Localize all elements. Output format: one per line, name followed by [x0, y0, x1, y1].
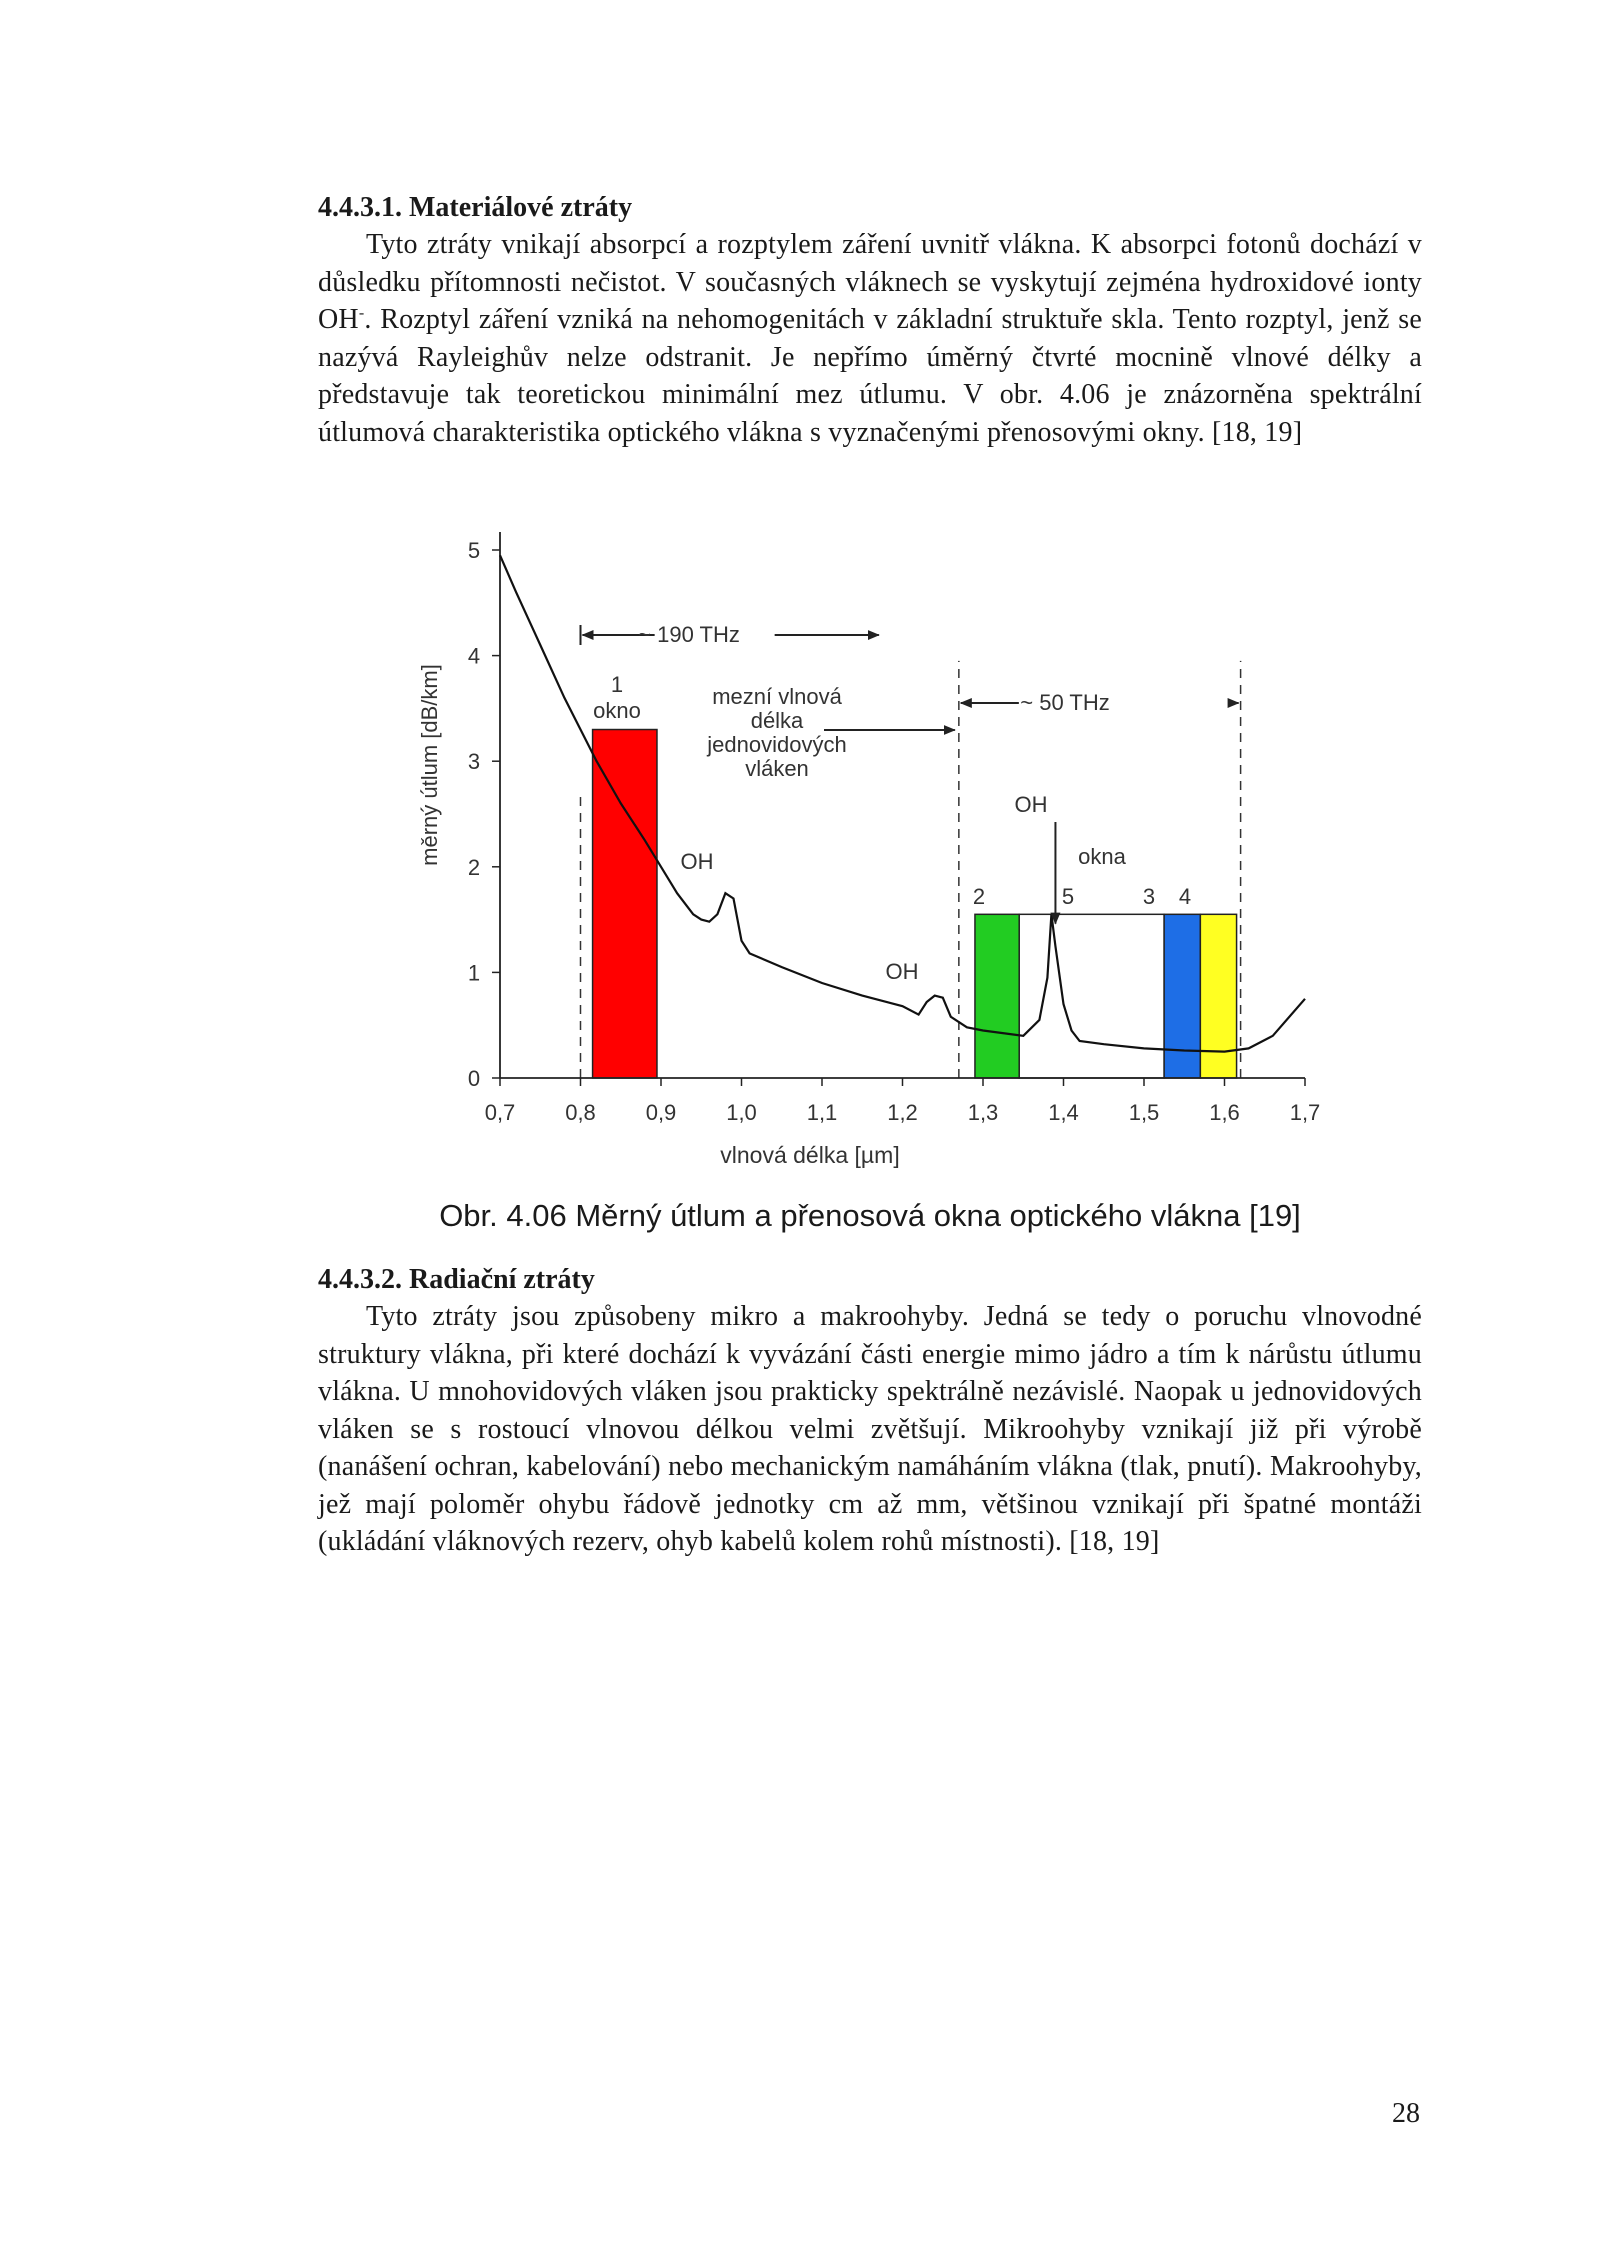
label-cutoff-line4: vláken [745, 756, 809, 781]
label-190-thz: ~ 190 THz [638, 622, 740, 647]
label-window5: 5 [1061, 884, 1075, 909]
x-tick-label: 0,8 [565, 1100, 596, 1125]
annotations [581, 625, 1239, 924]
x-tick-label: 1,5 [1128, 1100, 1160, 1125]
paragraph-text-part1: Tyto ztráty vnikají absorpcí a rozptylem záření uvnitř vlákna. K absorpci fotonů dochází v důsledku přítomnosti nečistot. V současných vláknech se vyskytují zejména hydroxidové ionty OH [318, 229, 1422, 335]
y-tick-label: 4 [467, 643, 481, 669]
x-tick-label: 0,7 [484, 1100, 516, 1125]
section-heading: 4.4.3.1. Materiálové ztráty [318, 192, 633, 223]
window-5-rect [1019, 914, 1164, 1078]
section-paragraph [318, 226, 1422, 451]
x-tick-label: 1,4 [1048, 1100, 1079, 1125]
label-window1-number: 1 [610, 672, 624, 697]
section-paragraph: Tyto ztráty jsou způsobeny mikro a makroohyby. Jedná se tedy o poruchu vlnovodné struktury vlákna, při které dochází k vyvázání části energie mimo jádro a tím k nárůstu útlumu vlákna. U mnohovidových vláken jsou prakticky spektrálně nezávislé. Naopak u jednovidových vláken se s rostoucí vlnovou délkou velmi zvětšují. Mikroohyby vznikají již při výrobě (nanášení ochran, kabelování) nebo mechanickým namáháním vlákna (tlak, pnutí). Makroohyby, jež mají poloměr ohybu řádově jednotky cm až mm, většinou vznikají při špatné montáži (ukládání vláknových rezerv, ohyb kabelů kolem rohů místnosti). [18, 19] [318, 1301, 1422, 1557]
superscript-minus: - [358, 304, 365, 322]
x-tick-label: 1,1 [806, 1100, 838, 1125]
label-50-thz: ~ 50 THz [1020, 690, 1110, 715]
label-cutoff-line1: mezní vlnová [712, 684, 842, 709]
window-1-rect [593, 730, 657, 1078]
label-cutoff-line2: délka [750, 708, 804, 733]
y-tick-label: 1 [467, 960, 481, 986]
x-tick-label: 0,9 [645, 1100, 677, 1125]
x-tick-label: 1,7 [1289, 1100, 1321, 1125]
transmission-windows [593, 730, 1237, 1078]
label-window1-word: okno [593, 698, 641, 723]
y-tick-label: 3 [467, 749, 481, 775]
label-oh-3: OH [1014, 792, 1048, 817]
section-radiacni-ztraty [318, 1262, 1422, 1561]
y-tick-label: 5 [467, 538, 481, 563]
window-2-rect [975, 914, 1019, 1078]
figure-caption: Obr. 4.06 Měrný útlum a přenosová okna optického vlákna [19] [439, 1198, 1301, 1233]
window-3-rect [1164, 914, 1200, 1078]
y-tick-label: 2 [467, 854, 481, 880]
label-window3: 3 [1142, 884, 1156, 909]
label-okna: okna [1078, 844, 1126, 869]
section-materialove-ztraty [318, 190, 1422, 451]
x-tick-label: 1,3 [967, 1100, 999, 1125]
x-tick-label: 1,2 [887, 1100, 918, 1125]
paragraph-text-part2: . Rozptyl záření vzniká na nehomogenitách v základní struktuře skla. Tento rozptyl, jenž se nazývá Rayleighův nelze odstranit. Je nepřímo úměrný čtvrté mocnině vlnové délky a představuje tak teoretickou minimální mez útlumu. V obr. 4.06 je znázorněna spektrální útlumová charakteristika optického vlákna s vyznačenými přenosovými okny. [18, 19] [318, 304, 1422, 448]
window-4-rect [1200, 914, 1236, 1078]
label-oh-1: OH [680, 849, 714, 874]
attenuation-chart [400, 520, 1340, 1200]
y-tick-label: 0 [467, 1066, 481, 1091]
page-number: 28 [1392, 2098, 1420, 2129]
x-axis-label: vlnová délka [µm] [720, 1142, 900, 1168]
label-oh-2: OH [885, 959, 919, 984]
label-window2: 2 [972, 884, 986, 909]
y-axis-label: měrný útlum [dB/km] [417, 664, 442, 866]
x-tick-label: 1,6 [1209, 1100, 1240, 1125]
label-window4: 4 [1178, 884, 1192, 909]
x-tick-label: 1,0 [726, 1100, 757, 1125]
section-heading: 4.4.3.2. Radiační ztráty [318, 1264, 595, 1295]
label-cutoff-line3: jednovidových [707, 732, 847, 757]
